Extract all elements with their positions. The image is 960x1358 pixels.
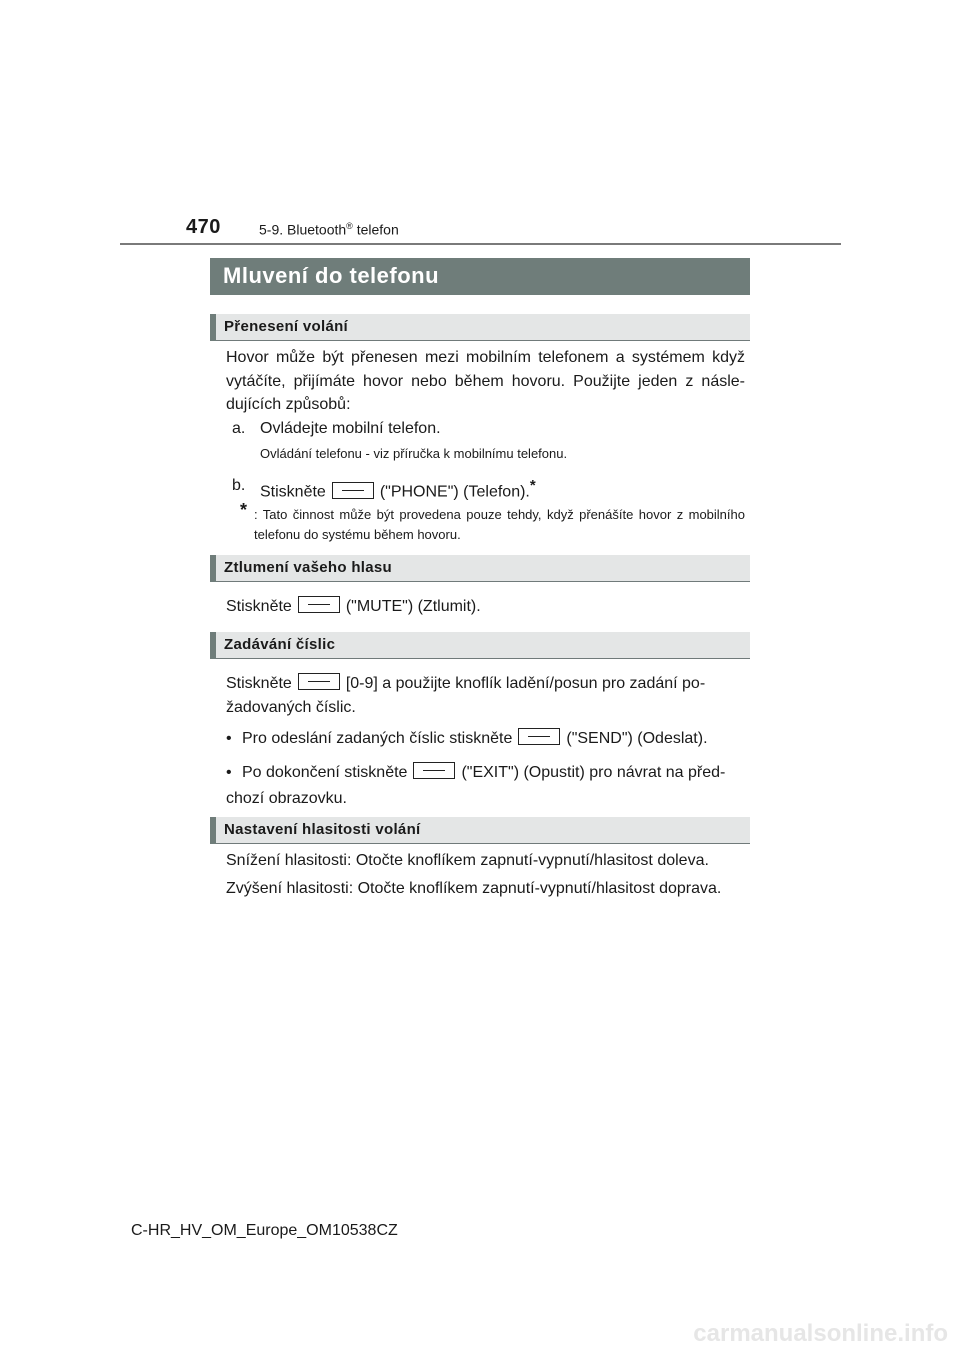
digits-button-icon [298, 673, 340, 690]
bullet-send [226, 727, 708, 751]
bullet-send-pre: Pro odeslání zadaných číslic stiskněte [242, 730, 513, 747]
watermark: carmanualsonline.info [693, 1320, 948, 1347]
heading-call-volume: Nastavení hlasitosti volání [210, 817, 750, 844]
section-name: 5-9. Bluetooth [259, 221, 347, 238]
bullet-exit-pre: Po dokončení stiskněte [242, 764, 408, 781]
mute-post: ("MUTE") (Ztlumit). [345, 598, 481, 615]
volume-up-text: Zvýšení hlasitosti: Otočte knoflíkem zapnutí-vypnutí/hlasitost doprava. [226, 880, 722, 897]
item-b-star: * [529, 477, 536, 494]
item-b-pre: Stiskněte [260, 483, 326, 501]
mute-text [226, 595, 481, 619]
bullet-send-post: ("SEND") (Odeslat). [566, 730, 708, 747]
exit-button-icon [413, 762, 455, 779]
item-b [260, 474, 536, 504]
bullet-exit [226, 760, 745, 812]
digits-text [226, 672, 745, 720]
footnote-text: : Tato činnost může být provedena pouze tehdy, když přenášíte hovor z mobilního telefonu do systému během hovoru. [254, 507, 745, 542]
bullet-mark: • [226, 764, 232, 781]
item-a-text: Ovládejte mobilní telefon. [260, 420, 441, 437]
volume-down-text: Snížení hlasitosti: Otočte knoflíkem zapnutí-vypnutí/hlasitost doleva. [226, 852, 709, 869]
digits-post: [0-9] a použijte knoflík ladění/posun pro zadání po-žadovaných číslic. [226, 675, 706, 716]
bullet-mark: • [226, 730, 232, 747]
heading-call-transfer: Přenesení volání [210, 314, 750, 341]
header-rule [120, 243, 841, 245]
registered-mark: ® [346, 221, 353, 231]
page-title: Mluvení do telefonu [210, 258, 750, 295]
heading-mute: Ztlumení vašeho hlasu [210, 555, 750, 582]
mute-pre: Stiskněte [226, 598, 292, 615]
document-code: C-HR_HV_OM_Europe_OM10538CZ [131, 1222, 398, 1239]
send-button-icon [518, 728, 560, 745]
page-number: 470 [186, 216, 221, 238]
digits-pre: Stiskněte [226, 675, 292, 692]
heading-digit-entry: Zadávání číslic [210, 632, 750, 659]
item-a-note: Ovládání telefonu - viz příručka k mobilnímu telefonu. [260, 446, 568, 461]
item-b-label: b. [232, 477, 246, 494]
phone-button-icon [332, 482, 374, 499]
bullet-exit-post: ("EXIT") (Opustit) pro návrat na před-chozí obrazovku. [226, 764, 726, 807]
transfer-intro: Hovor může být přenesen mezi mobilním telefonem a systémem když vytáčíte, přijímáte hovor nebo během hovoru. Použijte jeden z násle-dujících způsobů: [226, 349, 745, 413]
item-b-post: ("PHONE") (Telefon). [379, 483, 530, 501]
item-a-label: a. [232, 420, 246, 437]
mute-button-icon [298, 596, 340, 613]
footnote-star: * [240, 500, 248, 520]
section-label [259, 221, 399, 238]
section-tail: telefon [352, 221, 399, 238]
